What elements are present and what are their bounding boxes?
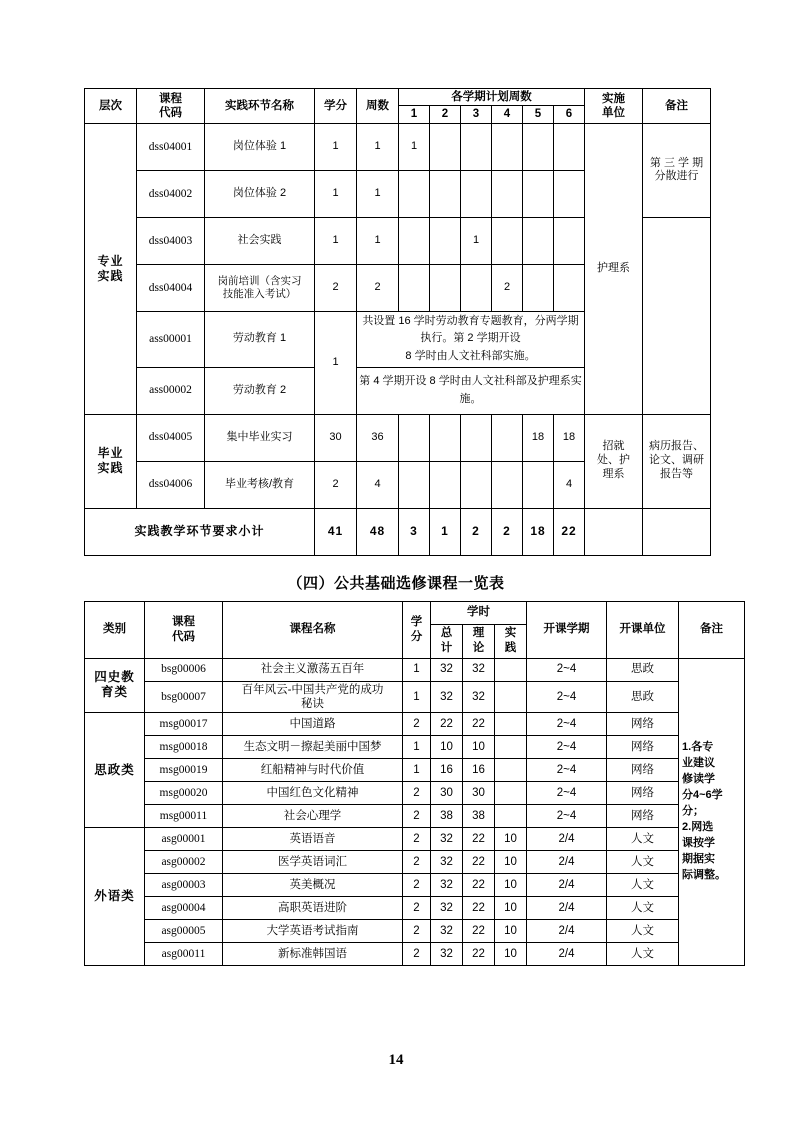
header-remark: 备注	[679, 601, 745, 658]
table-summary-row	[85, 508, 711, 555]
header-term-1: 1	[399, 106, 430, 123]
cell-term-4	[492, 414, 523, 461]
cell-term-4	[492, 217, 523, 264]
cell-term-2	[430, 264, 461, 311]
category-ideology: 思政类	[85, 713, 145, 828]
cell-term-2	[430, 170, 461, 217]
cell-term: 2~4	[527, 782, 607, 805]
cell-code: dss04005	[137, 414, 205, 461]
table-header-row	[85, 89, 711, 106]
cell-term-6	[554, 264, 585, 311]
cell-name-line1: 百年风云-中国共产党的成功	[241, 683, 384, 696]
cell-term-6	[554, 123, 585, 170]
cell-total: 22	[431, 713, 463, 736]
cell-total: 16	[431, 759, 463, 782]
section-title: （四）公共基础选修课程一览表	[287, 573, 505, 592]
cell-name: 劳动教育 2	[205, 367, 315, 414]
cell-practice: 10	[495, 828, 527, 851]
cell-total: 38	[431, 805, 463, 828]
cell-total: 32	[431, 828, 463, 851]
cell-practice: 10	[495, 851, 527, 874]
header-hours: 学时	[431, 601, 527, 624]
cell-total: 32	[431, 658, 463, 681]
header-practice-hours	[495, 624, 527, 658]
cell-term: 2/4	[527, 943, 607, 966]
unit-line3: 理系	[602, 467, 625, 480]
cell-weeks: 1	[357, 217, 399, 264]
cell-code: asg00011	[145, 943, 223, 966]
cell-name: 社会心理学	[223, 805, 403, 828]
cell-code: msg00020	[145, 782, 223, 805]
cell-weeks: 4	[357, 461, 399, 508]
cell-term-5	[523, 461, 554, 508]
cell-weeks: 1	[357, 170, 399, 217]
group-label-line2: 实践	[97, 461, 124, 476]
cell-term-2	[430, 461, 461, 508]
header-unit-line1: 实施	[602, 92, 625, 105]
cell-unit: 人文	[607, 897, 679, 920]
cell-name: 红船精神与时代价值	[223, 759, 403, 782]
cell-term: 2/4	[527, 897, 607, 920]
header-remark: 备注	[643, 89, 711, 124]
table-row	[85, 658, 745, 681]
cell-practice	[495, 805, 527, 828]
header-course-code	[137, 89, 205, 124]
cell-credit: 1	[403, 759, 431, 782]
cell-remark-notes	[679, 658, 745, 966]
summary-term-4: 2	[492, 508, 523, 555]
header-term-4: 4	[492, 106, 523, 123]
group-label-graduation-practice	[85, 414, 137, 508]
header-practice-line2: 践	[504, 642, 517, 655]
cell-unit: 网络	[607, 736, 679, 759]
cell-total: 10	[431, 736, 463, 759]
cell-term: 2/4	[527, 851, 607, 874]
table-row	[85, 897, 745, 920]
remark-line5: 分；	[682, 804, 705, 817]
cell-term-1	[399, 461, 430, 508]
header-term-3: 3	[461, 106, 492, 123]
cell-name: 社会实践	[205, 217, 315, 264]
header-level: 层次	[85, 89, 137, 124]
cell-term: 2~4	[527, 658, 607, 681]
cell-term-2	[430, 217, 461, 264]
cell-credit: 1	[403, 658, 431, 681]
cell-term-5	[523, 170, 554, 217]
cell-name: 劳动教育 1	[205, 311, 315, 367]
cell-term-5	[523, 264, 554, 311]
summary-term-5: 18	[523, 508, 554, 555]
note-line1: 共设置 16 学时劳动教育专题教育，分两学期执行。第 2 学期开设	[362, 314, 579, 345]
summary-term-3: 2	[461, 508, 492, 555]
remark-line2: 业建议	[682, 757, 716, 770]
cell-theory: 30	[463, 782, 495, 805]
header-course-code-line2: 代码	[172, 630, 195, 643]
cell-remark-major	[643, 123, 711, 217]
practice-curriculum-table	[84, 88, 711, 556]
cell-total: 30	[431, 782, 463, 805]
cell-term-6: 18	[554, 414, 585, 461]
cell-theory: 22	[463, 943, 495, 966]
cell-remark-empty	[643, 217, 711, 414]
cell-credit: 2	[315, 461, 357, 508]
cell-credit: 2	[403, 713, 431, 736]
cell-unit: 思政	[607, 681, 679, 713]
header-term-2: 2	[430, 106, 461, 123]
header-total-line1: 总	[440, 626, 453, 639]
category-history	[85, 658, 145, 713]
header-course-code-line1: 课程	[159, 92, 182, 105]
cell-theory: 22	[463, 897, 495, 920]
header-credit-line2: 分	[410, 630, 423, 643]
cell-credit: 1	[315, 170, 357, 217]
cell-credit: 2	[403, 874, 431, 897]
cell-unit: 思政	[607, 658, 679, 681]
cell-code: asg00003	[145, 874, 223, 897]
cell-code: asg00004	[145, 897, 223, 920]
cell-name: 社会主义激荡五百年	[223, 658, 403, 681]
cell-practice	[495, 658, 527, 681]
cell-term-6	[554, 170, 585, 217]
cell-credit: 1	[315, 123, 357, 170]
cell-term: 2/4	[527, 874, 607, 897]
cell-code: msg00018	[145, 736, 223, 759]
summary-term-6: 22	[554, 508, 585, 555]
summary-term-2: 1	[430, 508, 461, 555]
header-unit-line2: 单位	[602, 106, 625, 119]
cell-term: 2/4	[527, 920, 607, 943]
cell-code: ass00001	[137, 311, 205, 367]
cell-term-3	[461, 170, 492, 217]
cell-theory: 22	[463, 713, 495, 736]
table-row	[85, 943, 745, 966]
header-theory-line1: 理	[472, 626, 485, 639]
cell-term-5: 18	[523, 414, 554, 461]
cell-credit: 1	[315, 311, 357, 414]
table-row	[85, 123, 711, 170]
cell-practice	[495, 713, 527, 736]
cell-term-1: 1	[399, 123, 430, 170]
cell-term-3	[461, 461, 492, 508]
cell-weeks: 1	[357, 123, 399, 170]
header-term-5: 5	[523, 106, 554, 123]
cell-unit-graduation	[585, 414, 643, 508]
cell-theory: 16	[463, 759, 495, 782]
unit-line2: 处、护	[597, 454, 630, 467]
cell-term: 2~4	[527, 736, 607, 759]
category-line1: 四史教	[94, 669, 135, 684]
remark-line1: 1.各专	[682, 741, 714, 754]
cell-theory: 32	[463, 681, 495, 713]
cell-term-4	[492, 170, 523, 217]
cell-credit: 1	[403, 681, 431, 713]
cell-theory: 10	[463, 736, 495, 759]
cell-code: msg00019	[145, 759, 223, 782]
cell-total: 32	[431, 943, 463, 966]
cell-unit: 网络	[607, 782, 679, 805]
cell-code: dss04004	[137, 264, 205, 311]
cell-term-1	[399, 217, 430, 264]
cell-theory: 32	[463, 658, 495, 681]
cell-credit: 1	[315, 217, 357, 264]
cell-term-6: 4	[554, 461, 585, 508]
cell-total: 32	[431, 681, 463, 713]
cell-code: dss04006	[137, 461, 205, 508]
table-row	[85, 713, 745, 736]
header-credit-line1: 学	[410, 616, 423, 629]
table-row	[85, 414, 711, 461]
cell-theory: 22	[463, 920, 495, 943]
header-practice-name: 实践环节名称	[205, 89, 315, 124]
remark-line3: 报告等	[660, 467, 693, 480]
cell-weeks: 2	[357, 264, 399, 311]
cell-name-line2: 技能准入考试）	[222, 287, 297, 300]
cell-unit: 人文	[607, 874, 679, 897]
table-row	[85, 828, 745, 851]
header-course-name: 课程名称	[223, 601, 403, 658]
cell-code: dss04001	[137, 123, 205, 170]
cell-practice: 10	[495, 897, 527, 920]
remark-line7: 课按学	[682, 836, 716, 849]
cell-unit: 人文	[607, 828, 679, 851]
header-unit	[585, 89, 643, 124]
remark-line1: 病历报告、	[649, 440, 704, 453]
cell-name: 岗位体验 2	[205, 170, 315, 217]
header-course-code-line1: 课程	[172, 616, 195, 629]
cell-unit: 人文	[607, 920, 679, 943]
cell-term-4: 2	[492, 264, 523, 311]
cell-name: 中国红色文化精神	[223, 782, 403, 805]
cell-term-6	[554, 217, 585, 264]
cell-practice: 10	[495, 920, 527, 943]
cell-unit: 人文	[607, 943, 679, 966]
public-elective-courses-table	[84, 601, 745, 967]
summary-label: 实践教学环节要求小计	[85, 508, 315, 555]
cell-theory: 22	[463, 874, 495, 897]
cell-term: 2~4	[527, 713, 607, 736]
header-open-term: 开课学期	[527, 601, 607, 658]
cell-unit: 网络	[607, 805, 679, 828]
cell-code: asg00002	[145, 851, 223, 874]
summary-unit	[585, 508, 643, 555]
cell-unit: 网络	[607, 759, 679, 782]
cell-merged-note	[357, 311, 585, 367]
page-number: 14	[388, 1052, 404, 1068]
header-term-weeks: 各学期计划周数	[399, 89, 585, 106]
cell-code: asg00001	[145, 828, 223, 851]
table-row	[85, 759, 745, 782]
remark-line9: 际调整。	[682, 868, 727, 881]
cell-code: bsg00007	[145, 681, 223, 713]
cell-term-4	[492, 123, 523, 170]
cell-term-4	[492, 461, 523, 508]
group-label-line1: 专业	[97, 253, 124, 268]
cell-name: 新标准韩国语	[223, 943, 403, 966]
cell-term-3: 1	[461, 217, 492, 264]
header-weeks: 周数	[357, 89, 399, 124]
header-credit: 学分	[315, 89, 357, 124]
header-credit	[403, 601, 431, 658]
cell-credit: 2	[403, 828, 431, 851]
cell-unit-major: 护理系	[585, 123, 643, 414]
cell-name: 英语语音	[223, 828, 403, 851]
cell-term-3	[461, 264, 492, 311]
header-course-code	[145, 601, 223, 658]
cell-practice: 10	[495, 874, 527, 897]
cell-total: 32	[431, 920, 463, 943]
cell-total: 32	[431, 897, 463, 920]
cell-name: 岗位体验 1	[205, 123, 315, 170]
cell-name: 高职英语进阶	[223, 897, 403, 920]
cell-term-1	[399, 170, 430, 217]
group-label-major-practice	[85, 123, 137, 414]
cell-name: 英美概况	[223, 874, 403, 897]
cell-name-line1: 岗前培训（含实习	[217, 274, 302, 287]
note-line2: 8 学时由人文社科部实施。	[405, 349, 536, 362]
cell-theory: 22	[463, 828, 495, 851]
cell-merged-note: 第 4 学期开设 8 学时由人文社科部及护理系实施。	[357, 367, 585, 414]
cell-term: 2/4	[527, 828, 607, 851]
group-label-line1: 毕业	[97, 446, 124, 461]
cell-term: 2~4	[527, 805, 607, 828]
cell-term-5	[523, 123, 554, 170]
table-row	[85, 920, 745, 943]
cell-credit: 2	[403, 943, 431, 966]
cell-term-5	[523, 217, 554, 264]
cell-credit: 1	[403, 736, 431, 759]
header-total-line2: 计	[440, 642, 453, 655]
cell-code: dss04002	[137, 170, 205, 217]
cell-theory: 22	[463, 851, 495, 874]
cell-name: 中国道路	[223, 713, 403, 736]
cell-practice	[495, 782, 527, 805]
cell-credit: 30	[315, 414, 357, 461]
cell-code: asg00005	[145, 920, 223, 943]
cell-code: bsg00006	[145, 658, 223, 681]
category-line2: 育类	[100, 685, 128, 700]
cell-code: dss04003	[137, 217, 205, 264]
cell-credit: 2	[403, 851, 431, 874]
cell-term-1	[399, 414, 430, 461]
cell-theory: 38	[463, 805, 495, 828]
cell-term-2	[430, 123, 461, 170]
cell-credit: 2	[403, 782, 431, 805]
cell-unit: 人文	[607, 851, 679, 874]
header-theory-hours	[463, 624, 495, 658]
table-row	[85, 805, 745, 828]
summary-credit: 41	[315, 508, 357, 555]
remark-line2: 论文、调研	[649, 454, 704, 467]
cell-code: msg00011	[145, 805, 223, 828]
remark-line2: 分散进行	[654, 170, 699, 183]
header-theory-line2: 论	[472, 642, 485, 655]
cell-credit: 2	[403, 897, 431, 920]
unit-line1: 招就	[602, 440, 625, 453]
header-term-6: 6	[554, 106, 585, 123]
table-row	[85, 736, 745, 759]
cell-code: ass00002	[137, 367, 205, 414]
category-foreign-language: 外语类	[85, 828, 145, 966]
remark-line1: 第 三 学 期	[649, 156, 704, 169]
cell-weeks: 36	[357, 414, 399, 461]
table-row	[85, 782, 745, 805]
cell-code: msg00017	[145, 713, 223, 736]
cell-credit: 2	[403, 805, 431, 828]
summary-weeks: 48	[357, 508, 399, 555]
table-header-row	[85, 601, 745, 624]
cell-credit: 2	[403, 920, 431, 943]
cell-practice	[495, 759, 527, 782]
cell-practice	[495, 736, 527, 759]
cell-total: 32	[431, 874, 463, 897]
group-label-line2: 实践	[97, 268, 124, 283]
cell-name: 毕业考核/教育	[205, 461, 315, 508]
table-row	[85, 874, 745, 897]
cell-name: 生态文明－擦起美丽中国梦	[223, 736, 403, 759]
cell-term-3	[461, 414, 492, 461]
cell-practice: 10	[495, 943, 527, 966]
header-open-unit: 开课单位	[607, 601, 679, 658]
header-category: 类别	[85, 601, 145, 658]
cell-practice	[495, 681, 527, 713]
cell-total: 32	[431, 851, 463, 874]
remark-line4: 分4~6学	[682, 789, 723, 802]
cell-term-2	[430, 414, 461, 461]
remark-line3: 修读学	[682, 773, 716, 786]
header-total-hours	[431, 624, 463, 658]
remark-line6: 2.网选	[682, 820, 714, 833]
cell-unit: 网络	[607, 713, 679, 736]
table-row	[85, 851, 745, 874]
cell-credit: 2	[315, 264, 357, 311]
cell-name: 大学英语考试指南	[223, 920, 403, 943]
summary-remark	[643, 508, 711, 555]
cell-remark-graduation	[643, 414, 711, 508]
cell-name	[205, 264, 315, 311]
cell-name-line2: 秘诀	[301, 697, 324, 710]
summary-term-1: 3	[399, 508, 430, 555]
cell-term-3	[461, 123, 492, 170]
cell-term: 2~4	[527, 681, 607, 713]
cell-name: 集中毕业实习	[205, 414, 315, 461]
cell-term: 2~4	[527, 759, 607, 782]
header-practice-line1: 实	[504, 626, 517, 639]
table-row	[85, 681, 745, 713]
cell-name	[223, 681, 403, 713]
cell-name: 医学英语词汇	[223, 851, 403, 874]
header-course-code-line2: 代码	[159, 106, 182, 119]
cell-term-1	[399, 264, 430, 311]
remark-line8: 期据实	[682, 852, 716, 865]
